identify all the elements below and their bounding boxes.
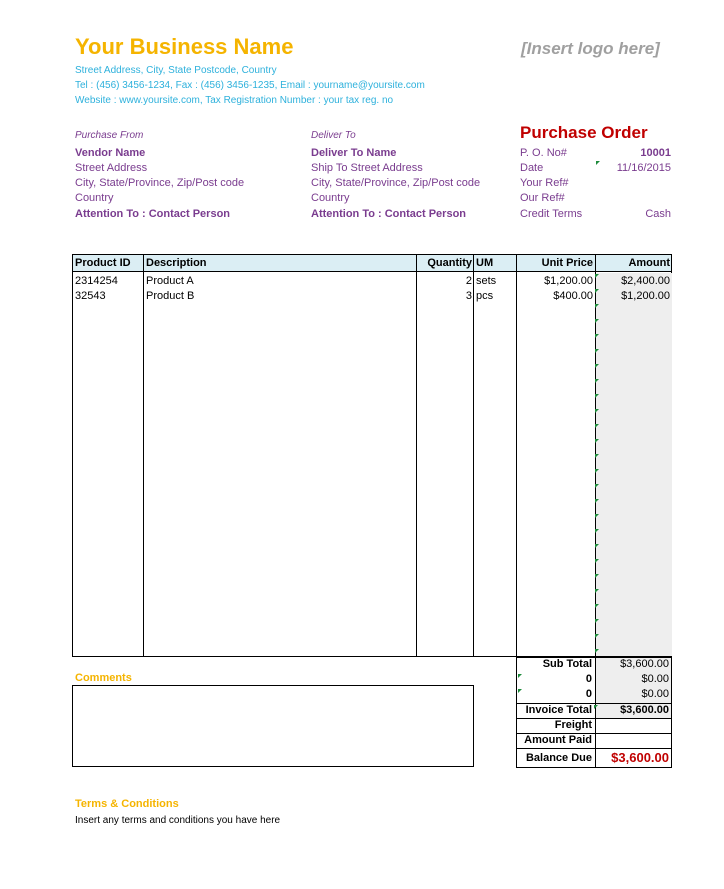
terms-label: Terms & Conditions <box>75 798 179 810</box>
row-1-quantity[interactable]: 2 <box>465 275 472 287</box>
subtotal-label: Sub Total <box>542 658 592 670</box>
deliver-to-label: Deliver To <box>311 130 356 141</box>
cell-comment-marker <box>595 469 599 473</box>
deliver-street: Ship To Street Address <box>311 162 423 174</box>
cell-comment-marker <box>518 674 522 678</box>
deliver-name: Deliver To Name <box>311 147 397 159</box>
header-description: Description <box>146 257 207 269</box>
col-divider <box>516 255 517 656</box>
deliver-country: Country <box>311 192 350 204</box>
po-number-label: P. O. No# <box>520 147 567 159</box>
row-2-quantity[interactable]: 3 <box>465 290 472 302</box>
row-1-unit-price[interactable]: $1,200.00 <box>544 275 593 287</box>
cell-comment-marker <box>596 161 600 165</box>
credit-terms-value[interactable]: Cash <box>645 208 671 220</box>
items-table <box>72 254 672 657</box>
cell-comment-marker <box>595 319 599 323</box>
business-name: Your Business Name <box>75 34 294 59</box>
logo-placeholder: [Insert logo here] <box>521 39 660 58</box>
cell-comment-marker <box>595 379 599 383</box>
comments-box[interactable] <box>72 685 474 767</box>
cell-comment-marker <box>595 499 599 503</box>
cell-comment-marker <box>595 349 599 353</box>
row-1-description[interactable]: Product A <box>146 275 194 287</box>
cell-comment-marker <box>595 514 599 518</box>
subtotal-value: $3,600.00 <box>620 658 669 670</box>
header-unit-price: Unit Price <box>541 257 593 269</box>
terms-text[interactable]: Insert any terms and conditions you have here <box>75 815 281 826</box>
extra-charge-2-row <box>517 688 671 703</box>
business-website: Website : www.yoursite.com, Tax Registration Number : your tax reg. no <box>75 95 394 106</box>
extra-charge-2-label[interactable]: 0 <box>585 688 592 700</box>
col-divider <box>473 255 474 656</box>
cell-comment-marker <box>595 574 599 578</box>
cell-comment-marker <box>595 289 599 293</box>
cell-comment-marker <box>595 424 599 428</box>
row-1-um[interactable]: sets <box>476 275 497 287</box>
cell-comment-marker <box>595 334 599 338</box>
cell-comment-marker <box>595 604 599 608</box>
cell-comment-marker <box>595 409 599 413</box>
row-1-product-id[interactable]: 2314254 <box>75 275 118 287</box>
extra-charge-1-label[interactable]: 0 <box>585 673 592 685</box>
purchase-from-label: Purchase From <box>75 130 144 141</box>
cell-comment-marker <box>595 649 599 653</box>
vendor-street: Street Address <box>75 162 148 174</box>
cell-comment-marker <box>595 529 599 533</box>
vendor-name: Vendor Name <box>75 147 146 159</box>
po-date-label: Date <box>520 162 544 174</box>
cell-comment-marker <box>595 304 599 308</box>
cell-comment-marker <box>595 439 599 443</box>
amount-column-fill <box>596 273 672 656</box>
amount-paid-label: Amount Paid <box>524 734 592 746</box>
amount-paid-row <box>517 734 671 749</box>
cell-comment-marker <box>595 364 599 368</box>
header-um: UM <box>476 257 494 269</box>
po-number-value[interactable]: 10001 <box>640 147 671 159</box>
invoice-total-value: $3,600.00 <box>620 704 669 716</box>
cell-comment-marker <box>595 274 599 278</box>
cell-comment-marker <box>595 634 599 638</box>
header-quantity: Quantity <box>427 257 472 269</box>
vendor-country: Country <box>75 192 114 204</box>
header-product-id: Product ID <box>75 257 131 269</box>
po-title: Purchase Order <box>520 123 648 142</box>
balance-due-label: Balance Due <box>525 752 592 764</box>
business-address: Street Address, City, State Postcode, Country <box>75 65 277 76</box>
deliver-city: City, State/Province, Zip/Post code <box>311 177 481 189</box>
cell-comment-marker <box>595 544 599 548</box>
extra-charge-1-row <box>517 673 671 688</box>
col-divider <box>143 255 144 656</box>
totals-table <box>516 657 672 768</box>
vendor-city: City, State/Province, Zip/Post code <box>75 177 245 189</box>
row-2-amount: $1,200.00 <box>621 290 670 302</box>
balance-due-row <box>517 749 671 768</box>
business-contact: Tel : (456) 3456-1234, Fax : (456) 3456-1235, Email : yourname@yoursite.com <box>75 80 425 91</box>
extra-charge-1-value[interactable]: $0.00 <box>641 673 669 685</box>
subtotal-row <box>517 658 671 673</box>
vendor-attention: Attention To : Contact Person <box>75 208 231 220</box>
cell-comment-marker <box>594 705 598 709</box>
row-2-product-id[interactable]: 32543 <box>75 290 106 302</box>
col-divider <box>416 255 417 656</box>
header-amount: Amount <box>628 257 670 269</box>
extra-charge-2-value[interactable]: $0.00 <box>641 688 669 700</box>
freight-label: Freight <box>554 719 592 731</box>
row-1-amount: $2,400.00 <box>621 275 670 287</box>
po-date-value[interactable]: 11/16/2015 <box>616 162 671 174</box>
cell-comment-marker <box>595 619 599 623</box>
cell-comment-marker <box>595 484 599 488</box>
invoice-total-label: Invoice Total <box>525 704 592 716</box>
balance-due-value: $3,600.00 <box>611 750 669 765</box>
row-2-description[interactable]: Product B <box>146 290 195 302</box>
cell-comment-marker <box>595 589 599 593</box>
comments-label: Comments <box>75 672 132 684</box>
row-2-um[interactable]: pcs <box>476 290 494 302</box>
cell-comment-marker <box>595 394 599 398</box>
cell-comment-marker <box>518 689 522 693</box>
deliver-attention: Attention To : Contact Person <box>311 208 467 220</box>
cell-comment-marker <box>595 454 599 458</box>
your-ref-label: Your Ref# <box>520 177 569 189</box>
cell-comment-marker <box>595 559 599 563</box>
credit-terms-label: Credit Terms <box>520 208 583 220</box>
our-ref-label: Our Ref# <box>520 192 565 204</box>
row-2-unit-price[interactable]: $400.00 <box>553 290 593 302</box>
freight-row <box>517 719 671 734</box>
